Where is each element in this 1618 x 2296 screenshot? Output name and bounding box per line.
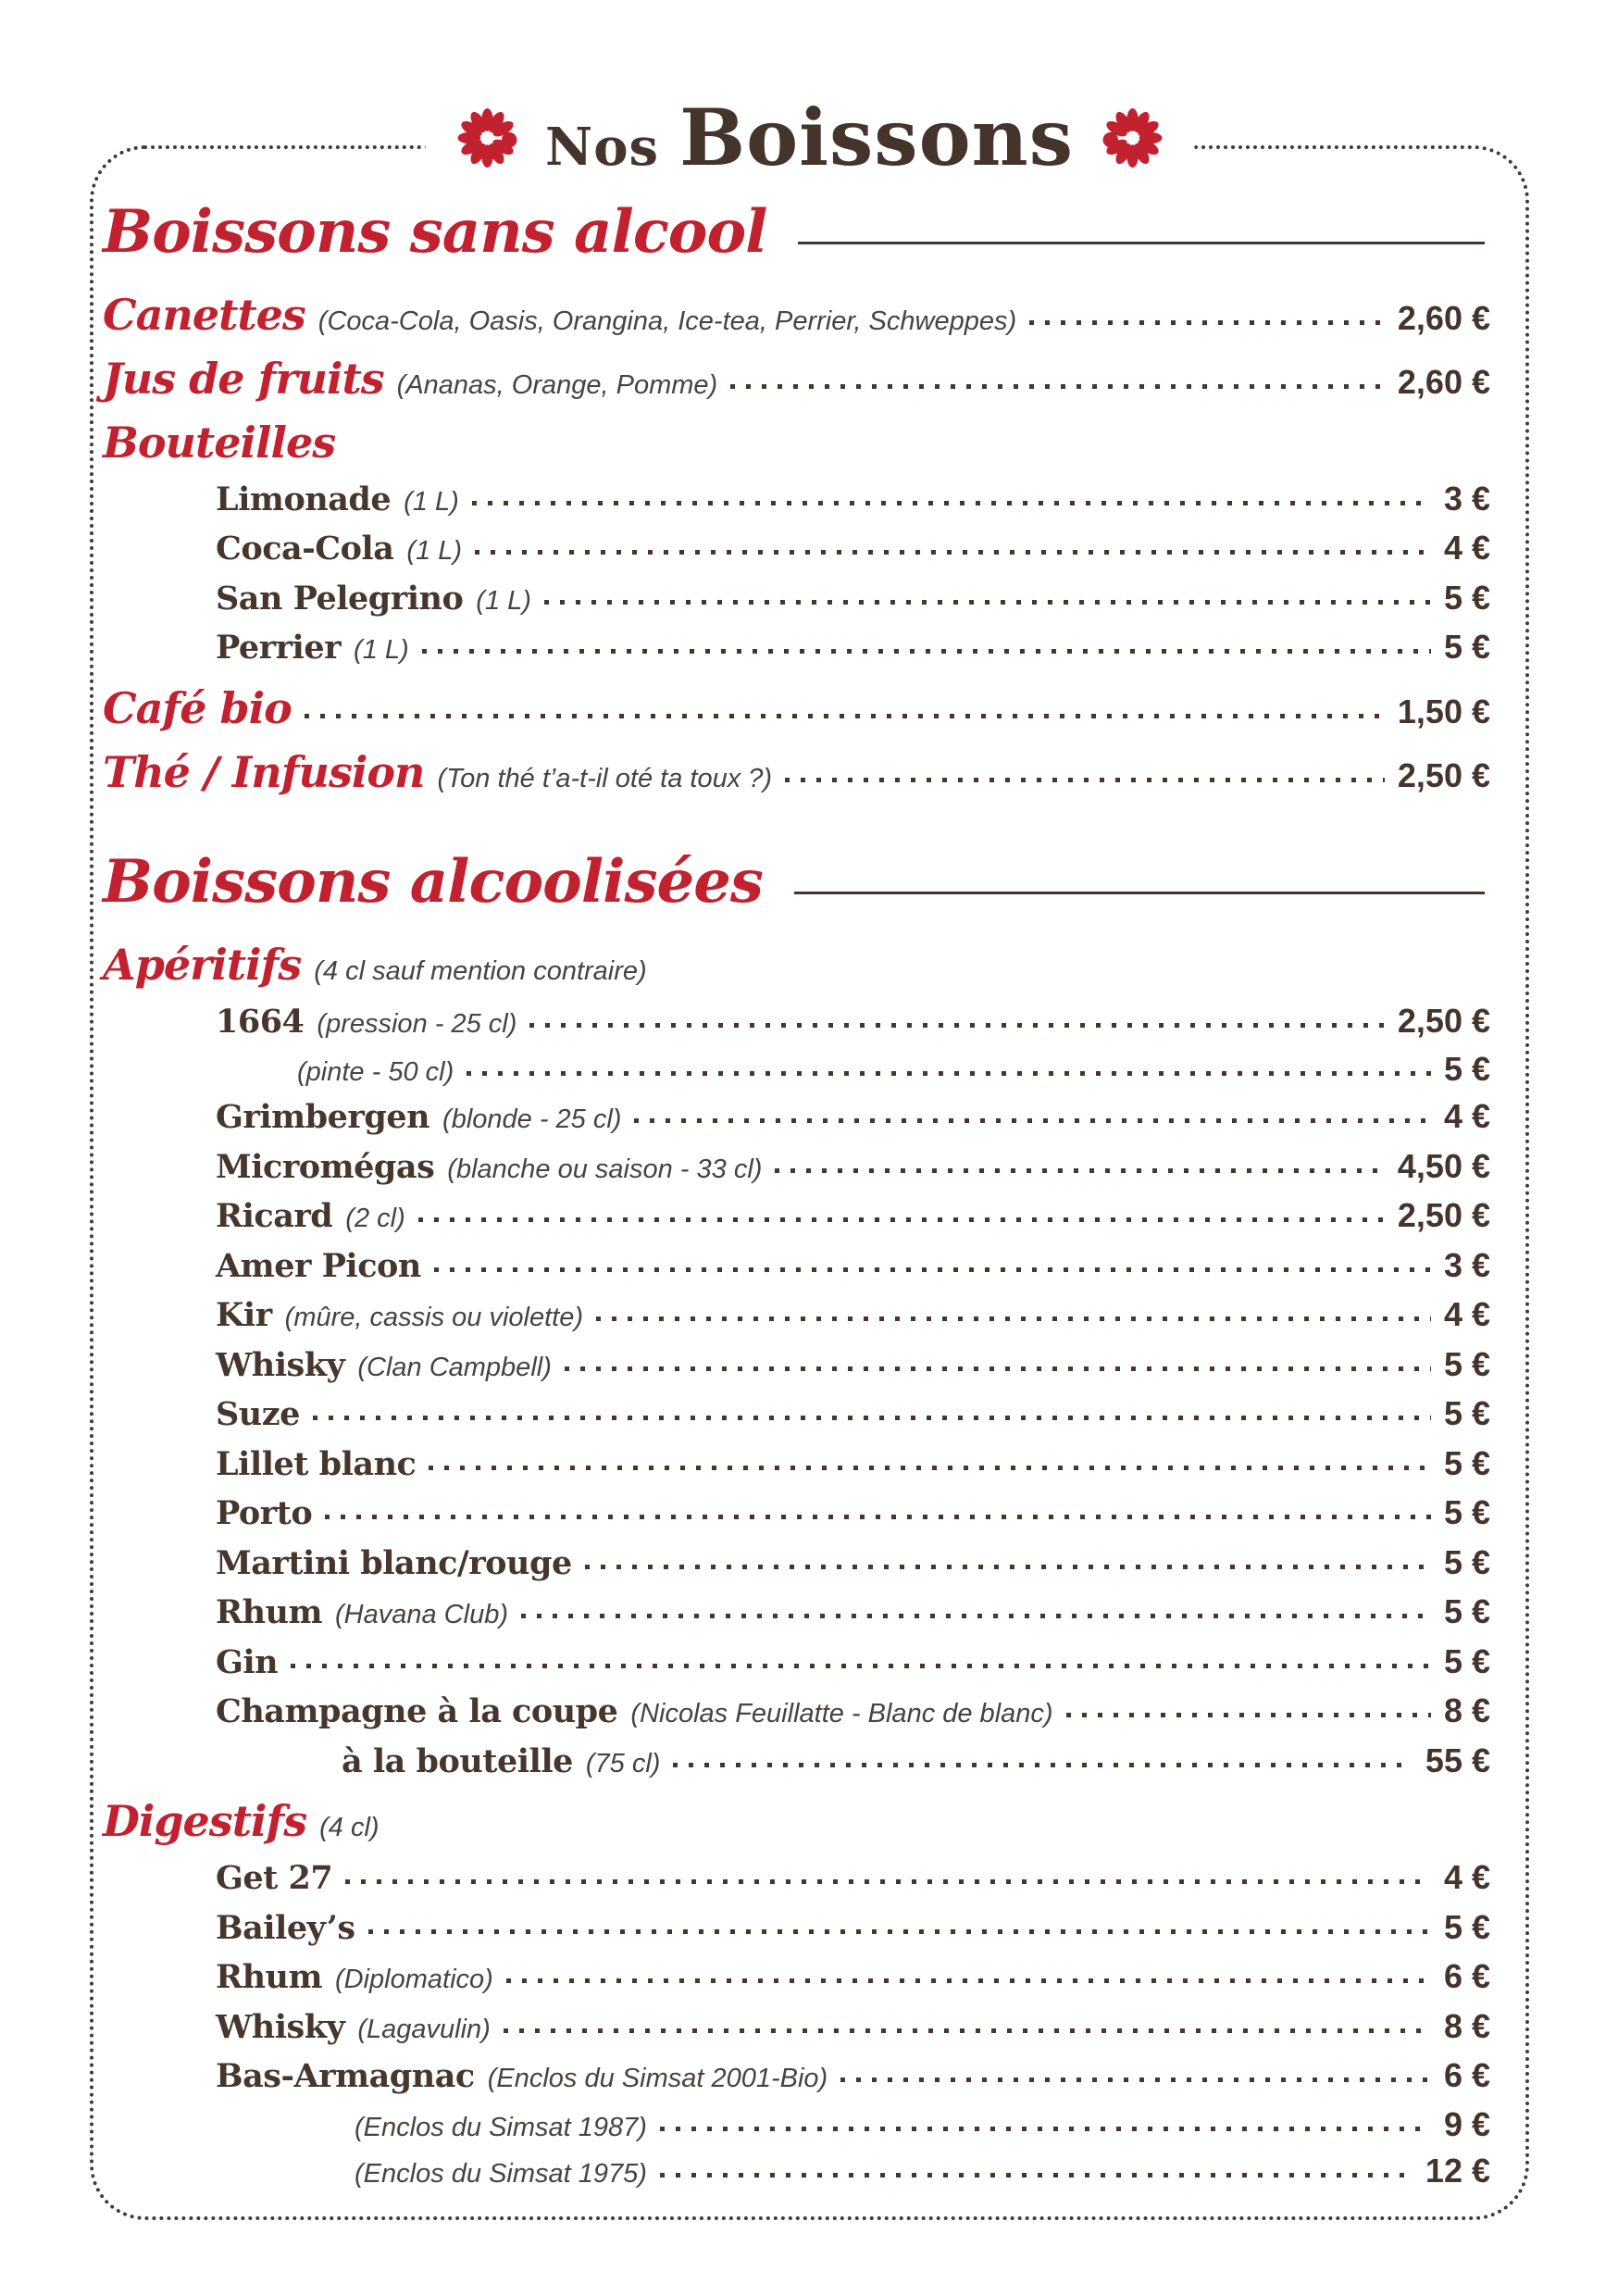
dotted-leader bbox=[521, 1614, 1431, 1618]
item-price: 5 € bbox=[1443, 1050, 1490, 1089]
section-heading bbox=[103, 197, 1490, 267]
heading-rule bbox=[798, 242, 1485, 244]
item-name: Whisky bbox=[216, 1345, 345, 1384]
item-name: San Pelegrino bbox=[216, 579, 464, 618]
item-name: Apéritifs bbox=[103, 939, 302, 990]
menu-box bbox=[90, 92, 1529, 2220]
item-name: Grimbergen bbox=[216, 1098, 430, 1137]
dotted-leader bbox=[1029, 320, 1385, 325]
item-price: 5 € bbox=[1443, 1443, 1490, 1482]
item-price: 4 € bbox=[1443, 1097, 1490, 1136]
item-desc: (Lagavulin) bbox=[357, 2014, 491, 2044]
item-name: Suze bbox=[216, 1395, 300, 1434]
item-desc: (pinte - 50 cl) bbox=[297, 1057, 454, 1088]
menu-item-row bbox=[103, 748, 1490, 797]
flower-icon bbox=[456, 107, 517, 168]
item-price: 2,60 € bbox=[1397, 299, 1490, 338]
item-price: 8 € bbox=[1443, 1691, 1490, 1730]
item-name: Kir bbox=[216, 1296, 272, 1335]
menu-item-row bbox=[284, 1050, 1490, 1089]
item-name: à la bouteille bbox=[342, 1741, 573, 1780]
dotted-leader bbox=[1066, 1713, 1431, 1717]
menu-item-row bbox=[216, 1956, 1490, 1999]
item-desc: (Ton thé t’a-t-il oté ta toux ?) bbox=[437, 763, 773, 793]
item-price: 8 € bbox=[1443, 2006, 1490, 2045]
item-name: Micromégas bbox=[216, 1147, 435, 1186]
item-price: 2,50 € bbox=[1397, 1001, 1490, 1040]
item-price: 4 € bbox=[1443, 1858, 1490, 1897]
item-price: 6 € bbox=[1443, 2056, 1490, 2095]
item-name: Champagne à la coupe bbox=[216, 1692, 618, 1731]
item-price: 5 € bbox=[1443, 628, 1490, 667]
item-desc: (mûre, cassis ou violette) bbox=[284, 1303, 583, 1333]
item-name: Whisky bbox=[216, 2007, 345, 2046]
menu-item-row bbox=[216, 1591, 1490, 1634]
item-desc: (Enclos du Simsat 2001-Bio) bbox=[487, 2064, 828, 2094]
item-name: Amer Picon bbox=[216, 1246, 421, 1285]
item-desc: (1 L) bbox=[406, 536, 463, 567]
item-desc: (75 cl) bbox=[585, 1748, 661, 1778]
dotted-leader bbox=[785, 778, 1385, 782]
menu-item-row bbox=[103, 355, 1490, 404]
item-name: Digestifs bbox=[103, 1796, 307, 1847]
dotted-leader bbox=[475, 550, 1431, 555]
menu-item-row bbox=[216, 1393, 1490, 1436]
item-price: 5 € bbox=[1443, 1592, 1490, 1631]
item-name: Coca-Cola bbox=[216, 530, 394, 568]
item-price: 4,50 € bbox=[1397, 1146, 1490, 1185]
item-name: Perrier bbox=[216, 629, 342, 668]
item-price: 9 € bbox=[1443, 2104, 1490, 2143]
item-name: 1664 bbox=[216, 1002, 305, 1041]
section-heading bbox=[103, 846, 1490, 917]
dotted-leader bbox=[429, 1466, 1431, 1470]
item-desc: (1 L) bbox=[404, 486, 459, 517]
item-name: Jus de fruits bbox=[103, 354, 384, 405]
item-desc: (Coca-Cola, Oasis, Orangina, Ice-tea, Perrier, Schweppes) bbox=[317, 306, 1017, 337]
item-price: 5 € bbox=[1443, 1344, 1490, 1383]
menu-item-row bbox=[216, 1907, 1490, 1950]
item-name: Bouteilles bbox=[103, 417, 336, 468]
menu-item-row bbox=[216, 1542, 1490, 1585]
item-name: Bas-Armagnac bbox=[216, 2057, 475, 2096]
dotted-leader bbox=[506, 1978, 1431, 1983]
page-title bbox=[425, 92, 1194, 183]
item-name: Rhum bbox=[216, 1593, 323, 1632]
dotted-leader bbox=[422, 649, 1431, 654]
dotted-leader bbox=[660, 2127, 1431, 2131]
item-price: 1,50 € bbox=[1397, 692, 1490, 730]
item-desc: (Havana Club) bbox=[335, 1600, 508, 1630]
dotted-leader bbox=[345, 1879, 1431, 1884]
menu-item-row bbox=[103, 418, 1490, 468]
item-price: 2,60 € bbox=[1397, 363, 1490, 402]
dotted-leader bbox=[313, 1416, 1431, 1420]
item-price: 12 € bbox=[1425, 2151, 1490, 2190]
item-price: 2,50 € bbox=[1397, 1196, 1490, 1235]
item-desc: (blonde - 25 cl) bbox=[442, 1104, 622, 1135]
menu-section bbox=[103, 197, 1490, 797]
item-name: Café bio bbox=[103, 682, 292, 733]
dotted-leader bbox=[596, 1316, 1431, 1321]
dotted-leader bbox=[660, 2173, 1413, 2177]
item-desc: (1 L) bbox=[354, 635, 409, 666]
menu-item-row bbox=[216, 1691, 1490, 1733]
item-name: Get 27 bbox=[216, 1859, 333, 1898]
item-price: 4 € bbox=[1443, 1295, 1490, 1334]
item-price: 5 € bbox=[1443, 1542, 1490, 1581]
menu-item-row bbox=[216, 1294, 1490, 1337]
menu-item-row bbox=[216, 578, 1490, 620]
item-name: Porto bbox=[216, 1494, 313, 1533]
item-price: 5 € bbox=[1443, 1907, 1490, 1946]
item-name: Canettes bbox=[103, 290, 305, 341]
dotted-leader bbox=[775, 1168, 1384, 1173]
item-name: Gin bbox=[216, 1642, 279, 1681]
menu-item-row bbox=[216, 1857, 1490, 1900]
dotted-leader bbox=[434, 1267, 1431, 1272]
dotted-leader bbox=[634, 1118, 1430, 1123]
heading-rule bbox=[794, 892, 1485, 894]
dotted-leader bbox=[544, 600, 1431, 605]
item-desc: (4 cl sauf mention contraire) bbox=[314, 955, 647, 986]
menu-item-row bbox=[216, 479, 1490, 521]
item-name: Thé / Infusion bbox=[103, 746, 425, 797]
menu-item-row bbox=[216, 1146, 1490, 1189]
item-price: 5 € bbox=[1443, 1641, 1490, 1680]
menu-item-row bbox=[342, 1741, 1490, 1783]
item-desc: (2 cl) bbox=[345, 1204, 405, 1234]
dotted-leader bbox=[325, 1515, 1431, 1519]
section-items bbox=[103, 941, 1490, 2190]
menu-item-row bbox=[216, 1443, 1490, 1486]
dotted-leader bbox=[418, 1217, 1385, 1222]
menu-item-row bbox=[342, 2105, 1490, 2144]
menu-item-row bbox=[216, 1096, 1490, 1139]
item-price: 5 € bbox=[1443, 578, 1490, 617]
title-small: Nos bbox=[545, 117, 660, 178]
item-name: Lillet blanc bbox=[216, 1444, 417, 1483]
item-price: 6 € bbox=[1443, 1957, 1490, 1996]
menu-item-row bbox=[216, 1344, 1490, 1387]
item-desc: (Nicolas Feuillatte - Blanc de blanc) bbox=[630, 1699, 1053, 1729]
dotted-leader bbox=[730, 384, 1385, 389]
menu-item-row bbox=[216, 1492, 1490, 1535]
item-price: 4 € bbox=[1443, 529, 1490, 568]
dotted-leader bbox=[291, 1664, 1431, 1668]
menu-item-row bbox=[216, 1641, 1490, 1684]
title-words bbox=[545, 92, 1074, 183]
dotted-leader bbox=[585, 1565, 1431, 1569]
item-name: Bailey’s bbox=[216, 1908, 355, 1947]
dotted-leader bbox=[305, 714, 1385, 718]
menu-item-row bbox=[216, 2006, 1490, 2049]
menu-section bbox=[103, 846, 1490, 2190]
menu-item-row bbox=[216, 1245, 1490, 1288]
item-desc: (blanche ou saison - 33 cl) bbox=[447, 1154, 763, 1184]
item-desc: (Diplomatico) bbox=[335, 1965, 493, 1995]
menu-item-row bbox=[342, 2152, 1490, 2190]
menu-sections bbox=[103, 197, 1490, 2190]
dotted-leader bbox=[840, 2078, 1431, 2082]
item-price: 2,50 € bbox=[1397, 755, 1490, 794]
menu-item-row bbox=[216, 2055, 1490, 2098]
menu-item-row bbox=[103, 684, 1490, 733]
dotted-leader bbox=[472, 501, 1431, 505]
title-big: Boissons bbox=[679, 92, 1074, 183]
menu-item-row bbox=[216, 528, 1490, 570]
menu-item-row bbox=[103, 941, 1490, 990]
dotted-leader bbox=[504, 2028, 1431, 2033]
dotted-leader bbox=[467, 1071, 1431, 1076]
menu-item-row bbox=[103, 291, 1490, 340]
section-heading-text: Boissons sans alcool bbox=[103, 197, 767, 267]
menu-item-row bbox=[216, 627, 1490, 669]
item-desc: (Clan Campbell) bbox=[357, 1352, 552, 1382]
item-name: Limonade bbox=[216, 480, 392, 518]
item-desc: (Enclos du Simsat 1975) bbox=[355, 2158, 647, 2189]
item-desc: (pression - 25 cl) bbox=[317, 1008, 517, 1039]
dotted-leader bbox=[673, 1763, 1412, 1767]
item-price: 5 € bbox=[1443, 1493, 1490, 1532]
item-name: Rhum bbox=[216, 1958, 323, 1997]
item-desc: (1 L) bbox=[476, 585, 531, 616]
dotted-leader bbox=[529, 1023, 1385, 1028]
menu-item-row bbox=[216, 1195, 1490, 1238]
item-desc: (4 cl) bbox=[319, 1813, 380, 1843]
item-price: 3 € bbox=[1443, 479, 1490, 518]
item-price: 55 € bbox=[1425, 1741, 1490, 1779]
item-name: Martini blanc/rouge bbox=[216, 1543, 572, 1582]
item-name: Ricard bbox=[216, 1197, 333, 1236]
flower-icon bbox=[1101, 107, 1163, 168]
item-desc: (Enclos du Simsat 1987) bbox=[355, 2112, 647, 2142]
item-desc: (Ananas, Orange, Pomme) bbox=[396, 370, 718, 401]
section-heading-text: Boissons alcoolisées bbox=[103, 846, 763, 917]
dotted-leader bbox=[368, 1929, 1431, 1934]
item-price: 5 € bbox=[1443, 1394, 1490, 1433]
menu-item-row bbox=[216, 1001, 1490, 1043]
item-price: 3 € bbox=[1443, 1245, 1490, 1284]
menu-item-row bbox=[103, 1797, 1490, 1846]
section-items bbox=[103, 291, 1490, 796]
dotted-leader bbox=[565, 1366, 1431, 1371]
